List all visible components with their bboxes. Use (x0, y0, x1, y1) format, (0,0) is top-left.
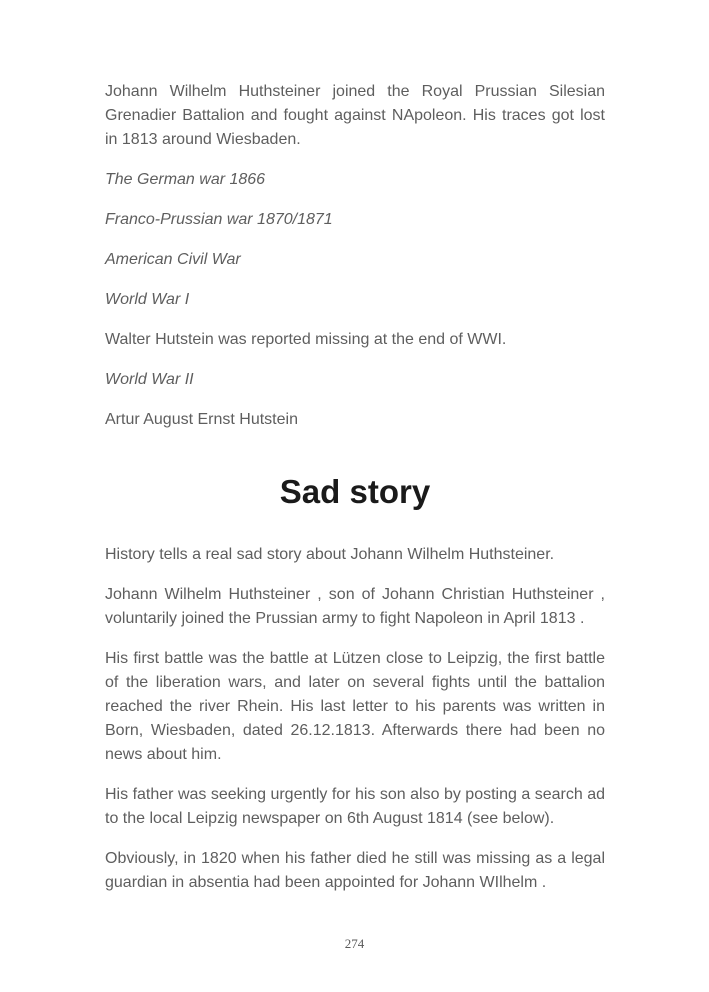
footer-page-number: 274 (344, 936, 365, 951)
war-heading-world-war-2: World War II (105, 371, 194, 388)
paragraph-walter-missing: Walter Hutstein was reported missing at the end of WWI. (105, 331, 507, 348)
paragraph-first-battle: His first battle was the battle at Lützen close to Leipzig, the first battle of the liberation wars, and later on several fights until the battalion reached the river Rhein. His last letter to his parents was written in Born, Wiesbaden, dated 26.12.1813. Afterwards there had been no news about him. (105, 650, 605, 763)
war-heading-american-civil-war: American Civil War (105, 251, 241, 268)
paragraph-history-tells: History tells a real sad story about Johann Wilhelm Huthsteiner. (105, 546, 555, 563)
war-heading-franco-prussian: Franco-Prussian war 1870/1871 (105, 211, 333, 228)
section-heading-sad-story: Sad story (279, 473, 431, 510)
paragraph-father-seeking: His father was seeking urgently for his son also by posting a search ad to the local Leipzig newspaper on 6th August 1814 (see below). (105, 786, 605, 827)
paragraph-son-of: Johann Wilhelm Huthsteiner , son of Johann Christian Huthsteiner , voluntarily joined the Prussian army to fight Napoleon in April 1813 . (105, 586, 605, 627)
war-heading-german-war: The German war 1866 (105, 171, 266, 188)
page-content (105, 80, 605, 911)
war-heading-world-war-1: World War I (105, 291, 190, 308)
paragraph-obviously-1820: Obviously, in 1820 when his father died he still was missing as a legal guardian in absentia had been appointed for Johann WIlhelm . (105, 850, 605, 891)
paragraph-artur-hutstein: Artur August Ernst Hutstein (105, 411, 298, 428)
paragraph-battalion: Johann Wilhelm Huthsteiner joined the Royal Prussian Silesian Grenadier Battalion and fought against NApoleon. His traces got lost in 1813 around Wiesbaden. (105, 83, 605, 148)
